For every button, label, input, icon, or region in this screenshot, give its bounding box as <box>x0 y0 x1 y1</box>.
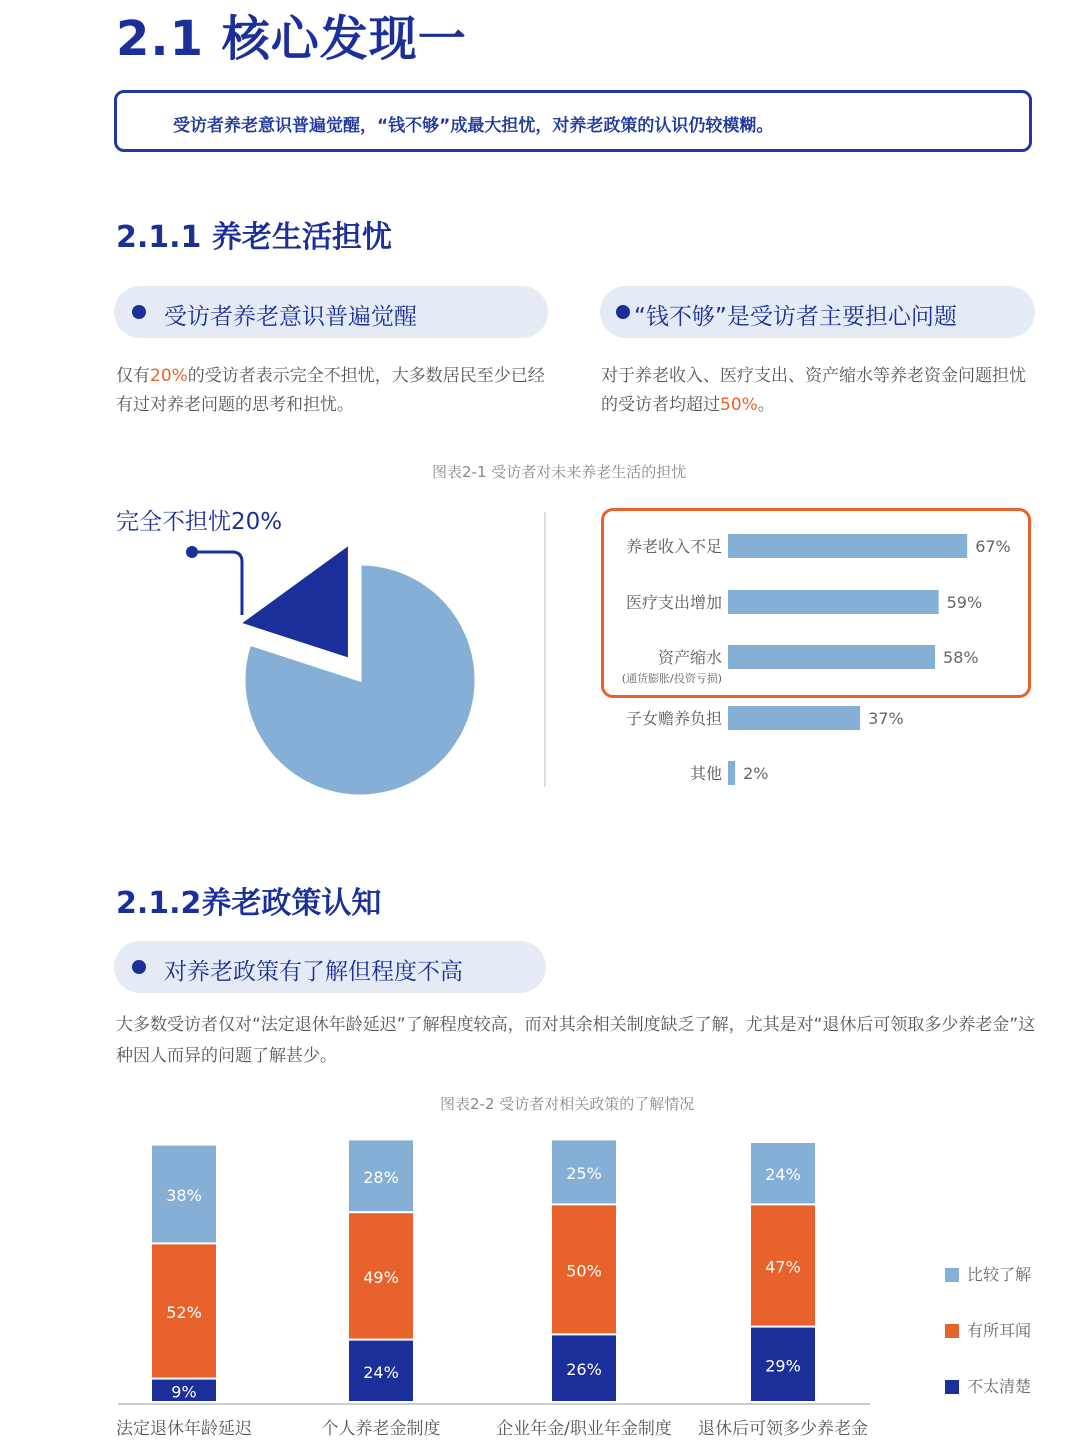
stacked-bar-value-label: 24% <box>363 1362 399 1382</box>
summary-box <box>114 90 1032 152</box>
summary-text: 受访者养老意识普遍觉醒，“钱不够”成最大担忧，对养老政策的认识仍较模糊。 <box>173 116 774 136</box>
pill-left <box>114 286 548 338</box>
hbar-chart <box>600 515 1050 795</box>
pill-right <box>600 286 1035 338</box>
pie-chart <box>100 500 520 810</box>
pie-label: 完全不担忧20% <box>116 509 283 535</box>
hbar-category-label: 子女赡养负担 <box>625 709 722 728</box>
pill-left-label: 受访者养老意识普遍觉醒 <box>164 304 417 330</box>
para-highlight: 50% <box>720 395 758 415</box>
bullet-dot <box>616 305 630 319</box>
hbar <box>728 645 935 669</box>
legend-item <box>945 1374 1031 1397</box>
stacked-bar-chart <box>100 1130 900 1440</box>
stacked-bar-value-label: 28% <box>363 1167 399 1187</box>
para-text: 仅有 <box>116 366 150 386</box>
chart-caption-2: 图表2-2 受访者对相关政策的了解情况 <box>440 1095 695 1113</box>
paragraph-right <box>601 362 1037 420</box>
paragraph-policy: 大多数受访者仅对“法定退休年龄延迟”了解程度较高，而对其余相关制度缺乏了解，尤其是对“退休后可领取多少养老金”这种因人而异的问题了解甚少。 <box>116 1015 1036 1066</box>
stacked-bar-value-label: 24% <box>765 1165 801 1185</box>
stacked-bar-value-label: 49% <box>363 1267 399 1287</box>
stacked-bar-value-label: 25% <box>566 1163 602 1183</box>
legend-label: 比较了解 <box>967 1265 1032 1284</box>
section-heading-worries: 2.1.1 养老生活担忧 <box>116 220 392 255</box>
stacked-category-label: 退休后可领多少养老金 <box>698 1419 868 1439</box>
bullet-dot <box>132 960 146 974</box>
stacked-bar-value-label: 52% <box>166 1303 202 1322</box>
chart-caption-1: 图表2-1 受访者对未来养老生活的担忧 <box>432 463 687 481</box>
legend-label: 不太清楚 <box>967 1377 1032 1396</box>
pie-leader-line <box>192 552 242 615</box>
legend-swatch <box>945 1324 959 1338</box>
stacked-bar-value-label: 26% <box>566 1360 602 1380</box>
stacked-category-label: 法定退休年龄延迟 <box>116 1419 252 1439</box>
para-text: 的受访者表示完全不担忧，大多数居民至少已经有过对养老问题的思考和担忧。 <box>116 366 545 415</box>
para-text: 对于养老收入、医疗支出、资产缩水等养老资金问题担忧的受访者均超过 <box>601 366 1026 415</box>
hbar-value-label: 59% <box>946 593 983 612</box>
section-heading-policy: 2.1.2养老政策认知 <box>116 886 382 921</box>
hbar-value-label: 37% <box>868 709 904 728</box>
pill-policy-label: 对养老政策有了解但程度不高 <box>164 959 463 985</box>
pill-right-label: “钱不够”是受访者主要担心问题 <box>634 304 957 330</box>
hbar-category-label: 资产缩水 <box>657 648 722 667</box>
stacked-bar-value-label: 29% <box>765 1356 801 1376</box>
legend-label: 有所耳闻 <box>967 1321 1032 1340</box>
legend-item <box>945 1318 1031 1341</box>
para-highlight: 20% <box>150 366 188 386</box>
chart-divider <box>544 512 546 787</box>
bullet-dot <box>132 305 146 319</box>
legend-swatch <box>945 1268 959 1282</box>
hbar-category-label: 养老收入不足 <box>625 537 722 556</box>
stacked-bar-value-label: 47% <box>765 1257 801 1277</box>
legend-item <box>945 1262 1031 1285</box>
hbar-category-label: 其他 <box>689 764 722 783</box>
stacked-bar-value-label: 38% <box>166 1186 202 1205</box>
hbar-value-label: 58% <box>943 648 979 667</box>
hbar-value-label: 2% <box>743 764 769 783</box>
hbar-category-note: (通货膨胀/投资亏损) <box>621 672 722 685</box>
stacked-category-label: 个人养老金制度 <box>321 1419 441 1439</box>
hbar <box>728 706 860 730</box>
hbar-category-label: 医疗支出增加 <box>625 593 722 612</box>
page-title: 2.1 核心发现一 <box>116 11 467 67</box>
pie-slice <box>239 543 349 659</box>
hbar-value-label: 67% <box>975 537 1011 556</box>
stacked-legend <box>945 1262 1075 1402</box>
hbar <box>728 590 939 614</box>
hbar <box>728 761 735 785</box>
stacked-bar-value-label: 50% <box>566 1261 602 1281</box>
stacked-category-label: 企业年金/职业年金制度 <box>496 1419 672 1439</box>
hbar <box>728 534 967 558</box>
para-text: 。 <box>757 395 775 415</box>
paragraph-left <box>116 362 556 420</box>
pill-policy <box>114 941 546 993</box>
stacked-bar-value-label: 9% <box>171 1382 197 1402</box>
legend-swatch <box>945 1380 959 1394</box>
